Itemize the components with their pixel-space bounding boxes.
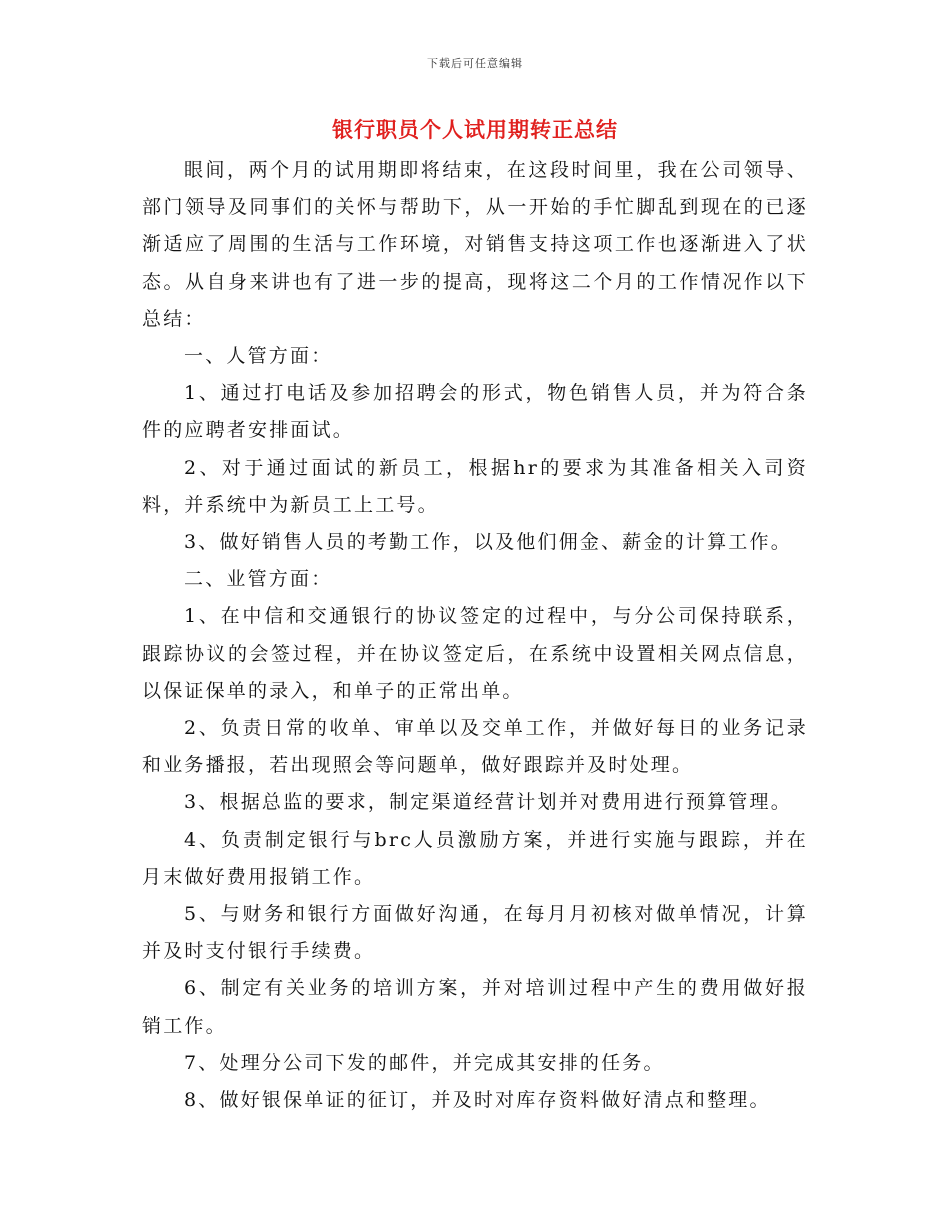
list-item: 3、根据总监的要求，制定渠道经营计划并对费用进行预算管理。 [184, 791, 792, 814]
list-item: 3、做好销售人员的考勤工作，以及他们佣金、薪金的计算工作。 [184, 531, 792, 554]
list-item: 1、通过打电话及参加招聘会的形式，物色销售人员，并为符合条件的应聘者安排面试。 [142, 382, 808, 442]
intro-paragraph: 眼间，两个月的试用期即将结束，在这段时间里，我在公司领导、部门领导及同事们的关怀与帮助下，从一开始的手忙脚乱到现在的已逐渐适应了周围的生活与工作环境，对销售支持这项工作也逐渐进入了状态。从自身来讲也有了进一步的提高，现将这二个月的工作情况作以下总结： [142, 159, 808, 330]
list-item: 2、对于通过面试的新员工，根据hr的要求为其准备相关入司资料，并系统中为新员工上工号。 [142, 456, 808, 516]
document-body [142, 152, 808, 1119]
list-item: 5、与财务和银行方面做好沟通，在每月月初核对做单情况，计算并及时支付银行手续费。 [142, 903, 808, 963]
list-item: 1、在中信和交通银行的协议签定的过程中，与分公司保持联系，跟踪协议的会签过程，并在协议签定后，在系统中设置相关网点信息，以保证保单的录入，和单子的正常出单。 [142, 605, 808, 702]
section-heading-personnel: 一、人管方面： [184, 345, 333, 368]
page-header-note: 下载后可任意编辑 [427, 57, 523, 70]
list-item: 8、做好银保单证的征订，并及时对库存资料做好清点和整理。 [184, 1089, 771, 1112]
section-heading-business: 二、业管方面： [184, 568, 333, 591]
document-title: 银行职员个人试用期转正总结 [332, 117, 618, 142]
list-item: 2、负责日常的收单、审单以及交单工作，并做好每日的业务记录和业务播报，若出现照会等问题单，做好跟踪并及时处理。 [142, 717, 808, 777]
list-item: 6、制定有关业务的培训方案，并对培训过程中产生的费用做好报销工作。 [142, 977, 808, 1037]
list-item: 4、负责制定银行与brc人员激励方案，并进行实施与跟踪，并在月末做好费用报销工作。 [142, 828, 808, 888]
list-item: 7、处理分公司下发的邮件，并完成其安排的任务。 [184, 1051, 665, 1074]
